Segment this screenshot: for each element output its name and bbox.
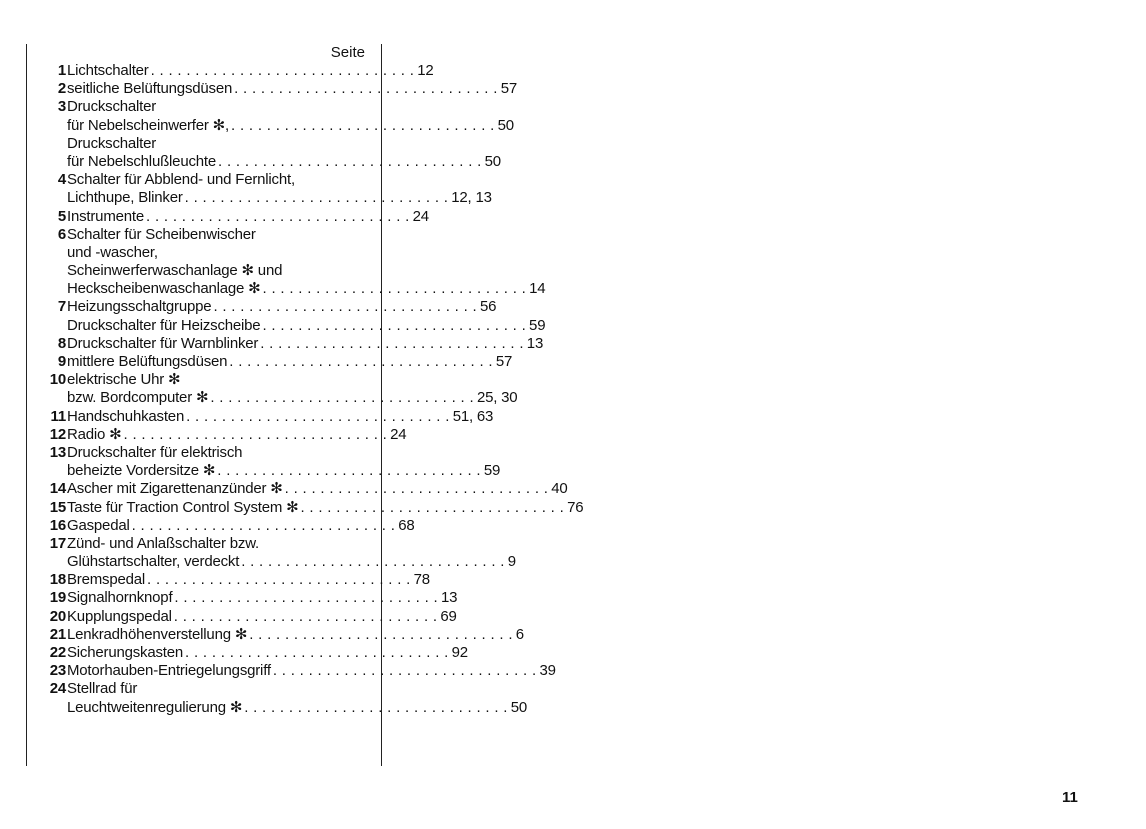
item-text: Stellrad für <box>67 680 138 698</box>
dot-leader: . . . . . . . . . . . . . . . . . . . . . . . . . . . . . . <box>210 389 474 407</box>
item-number: 3 <box>57 98 66 116</box>
dot-leader: . . . . . . . . . . . . . . . . . . . . . . . . . . . . . . <box>260 334 524 352</box>
item-text: Glühstartschalter, verdeckt <box>67 553 240 571</box>
dot-leader: . . . . . . . . . . . . . . . . . . . . . . . . . . . . . . <box>300 498 565 516</box>
item-number <box>36 280 66 298</box>
dot-leader: . . . . . . . . . . . . . . . . . . . . . . . . . . . . . . <box>229 353 493 370</box>
legend-line <box>36 407 494 426</box>
item-page: 57 <box>500 80 518 98</box>
legend-line <box>36 334 544 353</box>
legend-line <box>36 389 518 407</box>
dot-leader: . . . . . . . . . . . . . . . . . . . . . . . . . . . . . . <box>234 80 498 98</box>
item-text: Druckschalter für Warnblinker <box>67 334 259 352</box>
item-text: Zünd- und Anlaßschalter bzw. <box>67 534 260 552</box>
item-text: Kupplungspedal <box>67 607 172 625</box>
item-number: 22 <box>49 644 66 661</box>
legend-line <box>36 171 366 189</box>
item-text: Scheinwerferwaschanlage ✻ und <box>67 262 283 280</box>
legend-line <box>36 316 546 335</box>
item-text: Instrumente <box>67 207 145 225</box>
legend-line <box>36 662 556 680</box>
left-rule <box>26 44 27 766</box>
legend-line <box>36 589 458 607</box>
item-text: Leuchtweitenregulierung ✻ <box>67 698 243 716</box>
item-text: für Nebelscheinwerfer ✻, <box>67 116 230 134</box>
item-page: 56 <box>480 298 497 316</box>
item-text: Sicherungskasten <box>67 644 184 661</box>
legend-line <box>36 244 366 262</box>
legend-line <box>36 353 513 371</box>
legend-line <box>36 625 524 644</box>
item-text: Druckschalter für elektrisch <box>67 443 243 461</box>
legend-line <box>36 116 514 135</box>
item-text: Lichtschalter <box>67 62 149 79</box>
item-page: 68 <box>398 516 415 534</box>
item-page: 69 <box>440 607 457 625</box>
legend-line <box>36 571 430 589</box>
item-text: Radio ✻ <box>67 425 122 443</box>
item-number <box>36 699 66 717</box>
item-page: 9 <box>507 553 516 571</box>
item-number: 9 <box>57 353 66 370</box>
item-page: 24 <box>412 207 429 225</box>
legend-list <box>36 44 584 717</box>
dot-leader: . . . . . . . . . . . . . . . . . . . . . . . . . . . . . . <box>249 625 513 643</box>
item-page: 92 <box>451 644 468 661</box>
item-number: 12 <box>49 425 66 443</box>
item-page: 25, 30 <box>476 389 518 407</box>
item-number <box>36 462 66 480</box>
dot-leader: . . . . . . . . . . . . . . . . . . . . . . . . . . . . . . <box>213 298 478 316</box>
dot-leader: . . . . . . . . . . . . . . . . . . . . . . . . . . . . . . <box>184 189 449 207</box>
item-text: Heckscheibenwaschanlage ✻ <box>67 280 261 298</box>
item-number: 15 <box>49 498 66 516</box>
legend-line <box>36 207 429 226</box>
item-text: Signalhornknopf <box>67 589 173 607</box>
item-number <box>36 244 66 262</box>
legend-line <box>36 280 546 298</box>
item-number: 11 <box>50 407 66 425</box>
legend-line <box>36 98 366 116</box>
legend-line <box>36 62 434 80</box>
item-page: 78 <box>413 571 430 589</box>
legend-line <box>36 535 366 553</box>
item-number <box>36 553 66 571</box>
item-number: 7 <box>57 298 66 316</box>
item-text: Bremspedal <box>67 571 146 589</box>
dot-leader: . . . . . . . . . . . . . . . . . . . . . . . . . . . . . . <box>241 553 505 571</box>
item-number: 17 <box>49 534 66 552</box>
item-number: 21 <box>49 625 66 643</box>
item-number: 5 <box>57 207 66 225</box>
item-number: 14 <box>49 480 66 498</box>
dot-leader: . . . . . . . . . . . . . . . . . . . . . . . . . . . . . . <box>174 589 439 607</box>
item-number: 13 <box>49 443 66 461</box>
item-number <box>36 153 66 171</box>
dot-leader: . . . . . . . . . . . . . . . . . . . . . . . . . . . . . . <box>262 316 527 334</box>
dot-leader: . . . . . . . . . . . . . . . . . . . . . . . . . . . . . . <box>272 662 537 680</box>
legend-line <box>36 462 501 480</box>
item-page: 50 <box>497 116 514 134</box>
item-number <box>36 135 66 153</box>
item-page: 6 <box>515 625 524 643</box>
dot-leader: . . . . . . . . . . . . . . . . . . . . . . . . . . . . . . <box>123 425 388 443</box>
legend-line <box>36 371 366 389</box>
legend-line <box>36 425 407 444</box>
dot-leader: . . . . . . . . . . . . . . . . . . . . . . . . . . . . . . <box>218 152 482 170</box>
item-text: Gaspedal <box>67 516 130 534</box>
item-number: 6 <box>57 225 66 243</box>
item-text: Schalter für Scheibenwischer <box>67 225 256 243</box>
legend-line <box>36 698 528 717</box>
item-number: 1 <box>57 62 66 79</box>
legend-line <box>36 498 584 517</box>
legend-line <box>36 80 518 98</box>
item-text: Lichthupe, Blinker <box>67 189 183 207</box>
item-number: 2 <box>57 80 66 98</box>
item-page: 51, 63 <box>452 407 494 425</box>
item-page: 59 <box>483 462 501 480</box>
item-number: 8 <box>57 334 66 352</box>
item-page: 12 <box>417 62 434 79</box>
legend-line <box>36 480 568 498</box>
item-text: und -wascher, <box>67 243 158 261</box>
item-number: 20 <box>49 607 66 625</box>
item-number: 19 <box>49 589 66 607</box>
dot-leader: . . . . . . . . . . . . . . . . . . . . . . . . . . . . . . <box>231 116 495 134</box>
dot-leader: . . . . . . . . . . . . . . . . . . . . . . . . . . . . . . <box>185 644 449 661</box>
item-text: Taste für Traction Control System ✻ <box>67 498 299 516</box>
legend-line <box>36 644 468 662</box>
item-text: Motorhauben-Entriegelungsgriff <box>67 662 271 680</box>
legend-line <box>36 152 501 171</box>
item-text: seitliche Belüftungsdüsen <box>67 80 233 98</box>
legend-line <box>36 189 492 207</box>
dot-leader: . . . . . . . . . . . . . . . . . . . . . . . . . . . . . . <box>217 462 481 480</box>
item-number: 10 <box>49 371 66 389</box>
item-page: 13 <box>441 589 458 607</box>
dot-leader: . . . . . . . . . . . . . . . . . . . . . . . . . . . . . . <box>284 480 549 498</box>
legend-line <box>36 516 415 535</box>
legend-lines <box>36 62 584 717</box>
dot-leader: . . . . . . . . . . . . . . . . . . . . . . . . . . . . . . <box>262 280 527 298</box>
item-text: Handschuhkasten <box>67 407 185 425</box>
item-text: Druckschalter für Heizscheibe <box>67 316 261 334</box>
legend-line <box>36 680 366 698</box>
legend-line <box>36 298 497 316</box>
item-page: 76 <box>567 498 584 516</box>
item-page: 40 <box>551 480 568 498</box>
item-number <box>36 317 66 335</box>
item-text: Druckschalter <box>67 134 157 152</box>
dot-leader: . . . . . . . . . . . . . . . . . . . . . . . . . . . . . . <box>186 407 450 425</box>
item-text: Lenkradhöhenverstellung ✻ <box>67 625 248 643</box>
item-number <box>36 189 66 207</box>
legend-line <box>36 553 516 571</box>
item-text: Heizungsschaltgruppe <box>67 298 212 316</box>
item-page: 50 <box>510 698 528 716</box>
item-page: 13 <box>526 334 544 352</box>
item-number <box>36 389 66 407</box>
item-page: 50 <box>484 152 501 170</box>
item-number: 24 <box>49 680 66 698</box>
legend-line <box>36 444 366 462</box>
item-text: Schalter für Abblend- und Fernlicht, <box>67 171 295 189</box>
item-number: 4 <box>57 171 66 189</box>
dot-leader: . . . . . . . . . . . . . . . . . . . . . . . . . . . . . . <box>150 62 415 79</box>
item-number <box>36 262 66 280</box>
page-number: 11 <box>1062 789 1078 806</box>
item-page: 12, 13 <box>451 189 492 207</box>
seite-header: Seite <box>330 44 365 61</box>
dot-leader: . . . . . . . . . . . . . . . . . . . . . . . . . . . . . . <box>146 207 410 225</box>
item-text: für Nebelschlußleuchte <box>67 152 217 170</box>
legend-line <box>36 226 366 244</box>
legend-line <box>36 135 366 153</box>
dot-leader: . . . . . . . . . . . . . . . . . . . . . . . . . . . . . . <box>147 571 411 589</box>
dot-leader: . . . . . . . . . . . . . . . . . . . . . . . . . . . . . . <box>131 516 396 534</box>
item-text: mittlere Belüftungsdüsen <box>67 353 228 370</box>
item-text: beheizte Vordersitze ✻ <box>67 462 216 480</box>
item-page: 14 <box>529 280 546 298</box>
item-text: Ascher mit Zigarettenanzünder ✻ <box>67 480 283 498</box>
dot-leader: . . . . . . . . . . . . . . . . . . . . . . . . . . . . . . <box>173 607 438 625</box>
item-page: 57 <box>495 353 513 370</box>
item-text: bzw. Bordcomputer ✻ <box>67 389 209 407</box>
item-page: 24 <box>390 425 407 443</box>
item-number <box>36 117 66 135</box>
item-number: 23 <box>49 662 66 680</box>
dot-leader: . . . . . . . . . . . . . . . . . . . . . . . . . . . . . . <box>244 698 508 716</box>
item-number: 18 <box>49 571 66 589</box>
item-text: Druckschalter <box>67 98 157 116</box>
item-number: 16 <box>49 516 66 534</box>
legend-line <box>36 262 366 280</box>
item-text: elektrische Uhr ✻ <box>67 371 181 389</box>
item-page: 59 <box>529 316 546 334</box>
item-page: 39 <box>539 662 556 680</box>
legend-line <box>36 607 457 626</box>
